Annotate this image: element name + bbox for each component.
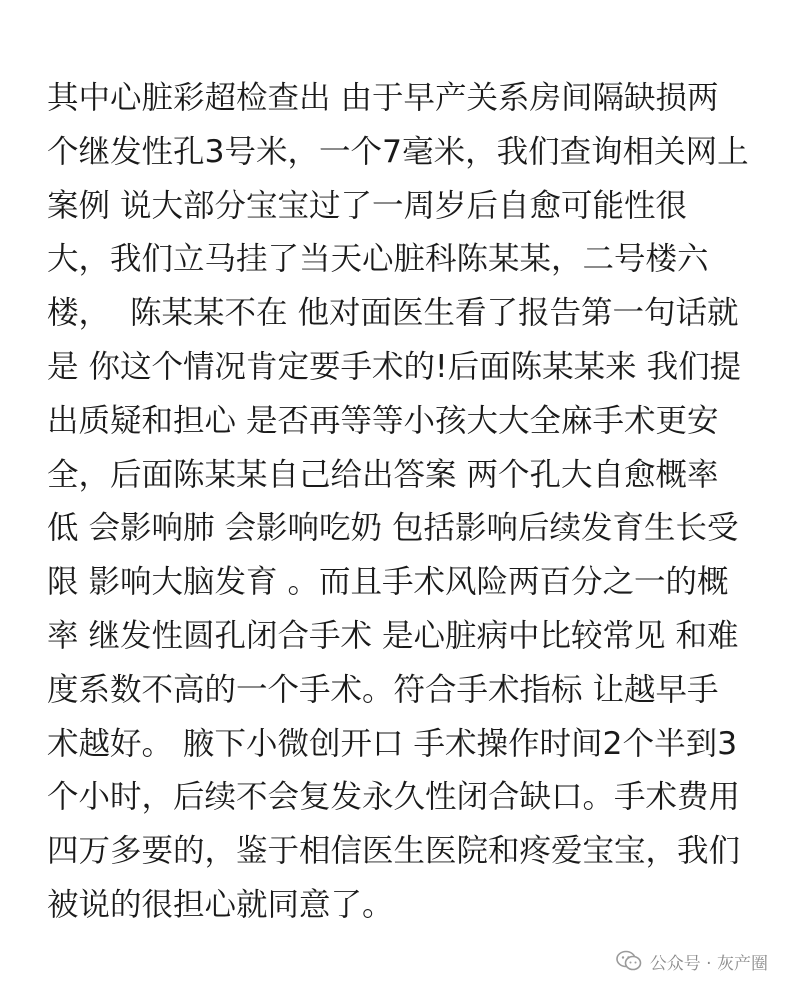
article-line: 限 影响大脑发育 。而且手术风险两百分之一的概: [47, 564, 729, 601]
article-line: 被说的很担心就同意了。: [47, 886, 394, 923]
article-line: 大，我们立马挂了当天心脏科陈某某，二号楼六: [47, 241, 709, 278]
watermark: [616, 946, 768, 976]
article-line: 率 继发性圆孔闭合手术 是心脏病中比较常见 和难: [47, 617, 739, 654]
article-line: 个继发性孔3号米，一个7毫米，我们查询相关网上: [47, 133, 749, 170]
article-body: [47, 72, 777, 933]
watermark-text: 公众号 · 灰产圈: [649, 953, 768, 974]
article-line: 四万多要的，鉴于相信医生医院和疼爱宝宝，我们: [47, 833, 741, 870]
article-line: 低 会影响肺 会影响吃奶 包括影响后续发育生长受: [47, 510, 739, 547]
article-line: 是 你这个情况肯定要手术的!后面陈某某来 我们提: [47, 348, 742, 385]
article-line: 全，后面陈某某自己给出答案 两个孔大自愈概率: [47, 456, 719, 493]
wechat-official-account-icon: [616, 950, 642, 972]
article-line: 楼， 陈某某不在 他对面医生看了报告第一句话就: [47, 295, 739, 332]
article-line: 度系数不高的一个手术。符合手术指标 让越早手: [47, 671, 719, 708]
article-line: 出质疑和担心 是否再等等小孩大大全麻手术更安: [47, 402, 719, 439]
article-line: 其中心脏彩超检查出 由于早产关系房间隔缺损两: [47, 80, 719, 116]
article-line: 个小时，后续不会复发永久性闭合缺口。手术费用: [47, 779, 741, 816]
article-line: 术越好。 腋下小微创开口 手术操作时间2个半到3: [47, 725, 738, 762]
article-line: 案例 说大部分宝宝过了一周岁后自愈可能性很: [47, 187, 688, 224]
